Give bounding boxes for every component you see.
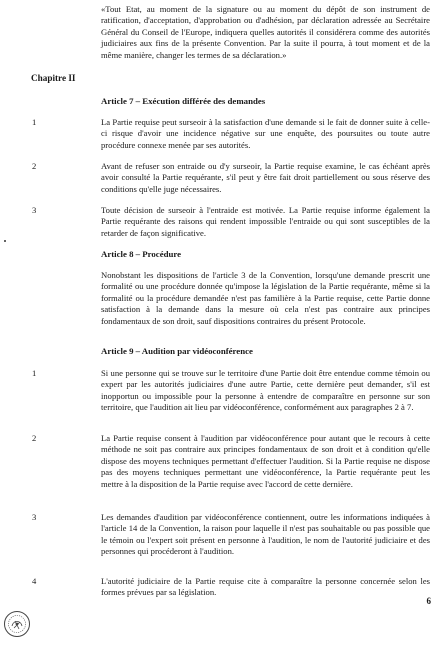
article-7-heading: Article 7 – Exécution différée des demandes <box>101 96 266 106</box>
article-8-heading: Article 8 – Procédure <box>101 249 182 259</box>
art8-text: Nonobstant les dispositions de l'article 3 de la Convention, lorsqu'une demande prescrit une formalité ou une procédure donnée qu'impose la législation de la Partie requérante, même si la formalité ou la procédure demandée n'est pas familière à la Partie requise, cette Partie donne satisfaction à la demande dans la mesure où cela n'est pas contraire aux principes fondamentaux de son droit, sauf dispositions contraires du présent Protocole. <box>101 270 430 326</box>
intro-quote: «Tout Etat, au moment de la signature ou au moment du dépôt de son instrument de ratification, d'acceptation, d'approbation ou d'adhésion, par déclaration adressée au Secrétaire Général du Conseil de l'Europe, indiquera quelles autorités il considérera comme des autorités judiciaires aux fins de la présente Convention. Par la suite il pourra, à tout moment et de la même manière, changer les termes de sa déclaration.» <box>101 4 430 60</box>
art7-para-1: La Partie requise peut surseoir à la satisfaction d'une demande si le fait de donner suite à celle-ci risque d'avoir une incidence négative sur une enquête, des poursuites ou toute autre procédure connexe menée par ses autorités. <box>101 117 430 150</box>
scan-speck <box>4 240 6 242</box>
chapter-title: Chapitre II <box>31 73 76 83</box>
art9-para-4-number: 4 <box>32 576 37 586</box>
art9-para-3-number: 3 <box>32 512 37 522</box>
art9-para-2: La Partie requise consent à l'audition par vidéoconférence pour autant que le recours à cette méthode ne soit pas contraire aux principes fondamentaux de son droit et à condition qu'elle dispose des moyens techniques permettant d'effectuer l'audition. Si la Partie requise ne dispose pas des moyens techniques permettant une vidéoconférence, la Partie requérante peut les mettre à la disposition de la Partie requise avec l'accord de cette dernière. <box>101 433 430 489</box>
art9-para-2-number: 2 <box>32 433 37 443</box>
article-9-heading: Article 9 – Audition par vidéoconférence <box>101 346 253 356</box>
art7-para-3: Toute décision de surseoir à l'entraide est motivée. La Partie requise informe également la Partie requérante des raisons qui rendent impossible l'entraide ou qui sont susceptibles de la retarder de façon significative. <box>101 205 430 238</box>
art7-para-2: Avant de refuser son entraide ou d'y surseoir, la Partie requise examine, le cas échéant après avoir consulté la Partie requérante, s'il peut y être fait droit partiellement ou sous réserve des conditions qu'elle juge nécessaires. <box>101 161 430 194</box>
art7-para-1-number: 1 <box>32 117 37 127</box>
art9-para-4: L'autorité judiciaire de la Partie requise cite à comparaître la personne concernée selon les formes prévues par sa législation. <box>101 576 430 598</box>
art7-para-2-number: 2 <box>32 161 37 171</box>
page-number: 6 <box>426 596 431 606</box>
art9-para-1-number: 1 <box>32 368 37 378</box>
art9-para-1: Si une personne qui se trouve sur le territoire d'une Partie doit être entendue comme témoin ou expert par les autorités judiciaires d'une autre Partie, cette dernière peut demander, s'il est inopportun ou impossible pour la personne à entendre de comparaître en personne sur son territoire, que l'audition ait lieu par vidéoconférence, conformément aux paragraphes 2 à 7. <box>101 368 430 413</box>
art9-para-3: Les demandes d'audition par vidéoconférence contiennent, outre les informations indiquées à l'article 14 de la Convention, la raison pour laquelle il n'est pas souhaitable ou pas possible que le témoin ou l'expert soit présent en personne à l'audition, le nom de l'autorité judiciaire et des personnes qui procéderont à l'audition. <box>101 512 430 557</box>
stamp-seal-icon <box>3 610 31 638</box>
art7-para-3-number: 3 <box>32 205 37 215</box>
